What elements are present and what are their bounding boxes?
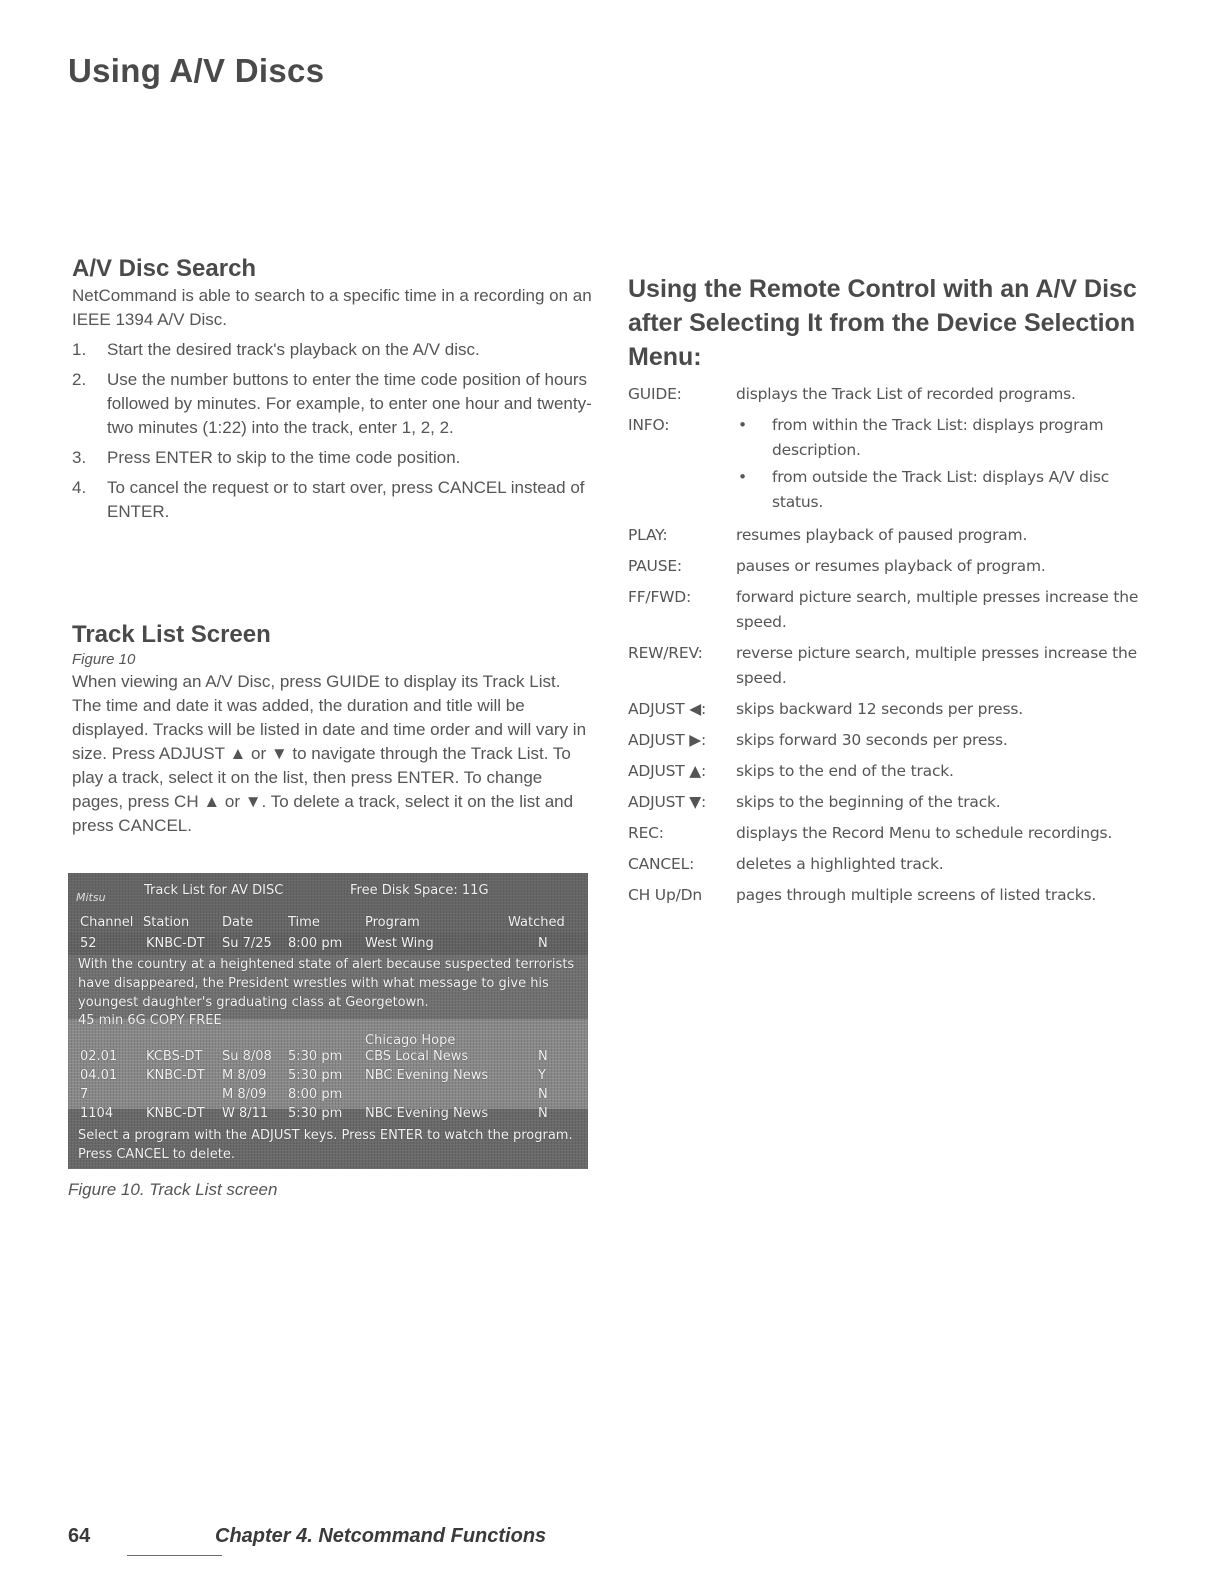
screen-instructions: Select a program with the ADJUST keys. Press ENTER to watch the program. Press CANCEL to delete. (78, 1128, 573, 1162)
track-list-section (72, 620, 592, 838)
track-row-time: 8:00 pm (288, 1087, 343, 1102)
key-row-rec: REC: displays the Record Menu to schedule recordings. (628, 824, 1113, 842)
track-row-program: NBC Evening News (365, 1068, 489, 1083)
col-header-watched: Watched (508, 915, 565, 930)
free-disk-space: Free Disk Space: 11G (350, 883, 489, 898)
track-row-program: CBS Local News (365, 1049, 469, 1064)
extra-program-title: Chicago Hope (365, 1033, 456, 1048)
key-row-cancel: CANCEL: deletes a highlighted track. (628, 855, 944, 873)
av-disc-search-section (72, 254, 592, 530)
selected-row-time: 8:00 pm (288, 936, 343, 951)
track-row-date: M 8/09 (222, 1068, 267, 1083)
page-number: 64 (68, 1525, 91, 1547)
col-header-station: Station (143, 915, 190, 930)
brand-logo: Mitsu (76, 891, 106, 904)
col-header-program: Program (365, 915, 420, 930)
key-row-info: INFO: • from within the Track List: displays program description. • from outside the Track List: displays A/V disc status. (628, 413, 1158, 517)
col-header-channel: Channel (80, 915, 134, 930)
selected-row-watched: N (538, 936, 548, 951)
track-row-time: 5:30 pm (288, 1049, 343, 1064)
track-row-date: W 8/11 (222, 1106, 269, 1121)
key-row-ch-up-dn: CH Up/Dn pages through multiple screens of listed tracks. (628, 886, 1097, 904)
track-row-watched: N (538, 1087, 548, 1102)
track-list-body: When viewing an A/V Disc, press GUIDE to display its Track List. The time and date it was added, the duration and title will be displayed. Tracks will be listed in date and time order and will vary in size. Press ADJUST ▲ or ▼ to navigate through the Track List. To play a track, select it on the list, then press ENTER. To change pages, press CH ▲ or ▼. To delete a track, select it on the list and press CANCEL. (72, 672, 587, 835)
footer-rule (127, 1555, 222, 1556)
remote-control-section (628, 272, 1158, 914)
search-step: 1. Start the desired track's playback on the A/V disc. (72, 340, 480, 359)
selected-row-date: Su 7/25 (222, 936, 272, 951)
info-bullet: • from within the Track List: displays program description. (738, 416, 1104, 459)
chapter-title: Chapter 4. Netcommand Functions (215, 1525, 547, 1547)
search-steps-list (72, 338, 592, 524)
track-row-channel[interactable]: 02.01 (80, 1049, 118, 1064)
track-list-heading: Track List Screen (72, 621, 271, 648)
key-row-adjust-down: ADJUST ▼: skips to the beginning of the track. (628, 793, 1001, 811)
track-row-watched: Y (538, 1068, 546, 1083)
track-row-channel[interactable]: 1104 (80, 1106, 114, 1121)
remote-key-list (628, 382, 1158, 908)
key-row-guide: GUIDE: displays the Track List of recorded programs. (628, 385, 1076, 403)
track-row-channel[interactable]: 04.01 (80, 1068, 118, 1083)
key-row-play: PLAY: resumes playback of paused program. (628, 526, 1028, 544)
track-row-watched: N (538, 1049, 548, 1064)
search-step: 2. Use the number buttons to enter the time code position of hours followed by minutes. For example, to enter one hour and twenty-two minutes (1:22) into the track, enter 1, 2, 2. (72, 370, 592, 437)
track-row-date: M 8/09 (222, 1087, 267, 1102)
selected-row-program: West Wing (365, 936, 434, 951)
av-disc-search-intro: NetCommand is able to search to a specific time in a recording on an IEEE 1394 A/V Disc. (72, 286, 592, 329)
track-row-time: 5:30 pm (288, 1068, 343, 1083)
info-bullet: • from outside the Track List: displays A/V disc status. (738, 468, 1110, 511)
track-row-station: KNBC-DT (146, 1106, 205, 1121)
remote-control-heading: Using the Remote Control with an A/V Disc after Selecting It from the Device Selection Menu: (628, 275, 1137, 371)
track-list-screen-figure (68, 873, 588, 1169)
key-row-ff-fwd: FF/FWD: forward picture search, multiple presses increase the speed. (628, 588, 1139, 631)
screen-title: Track List for AV DISC (144, 883, 284, 898)
selected-row-channel[interactable]: 52 (80, 936, 97, 951)
track-row-station: KCBS-DT (146, 1049, 203, 1064)
key-row-pause: PAUSE: pauses or resumes playback of program. (628, 557, 1046, 575)
track-row-channel[interactable]: 7 (80, 1087, 89, 1102)
page-title: Using A/V Discs (68, 52, 325, 89)
selected-row-station: KNBC-DT (146, 936, 205, 951)
track-row-time: 5:30 pm (288, 1106, 343, 1121)
figure-caption: Figure 10. Track List screen (68, 1180, 278, 1199)
key-row-rew-rev: REW/REV: reverse picture search, multiple presses increase the speed. (628, 644, 1138, 687)
search-step: 3. Press ENTER to skip to the time code position. (72, 448, 461, 467)
program-description: With the country at a heightened state of alert because suspected terrorists have disappeared, the President wrestles with what message to give his youngest daughter's graduating class at Georgetown. (78, 957, 575, 1010)
track-row-program: NBC Evening News (365, 1106, 489, 1121)
av-disc-search-heading: A/V Disc Search (72, 255, 257, 282)
key-row-adjust-right: ADJUST ▶: skips forward 30 seconds per press. (628, 731, 1008, 749)
key-row-adjust-left: ADJUST ◀: skips backward 12 seconds per press. (628, 700, 1023, 718)
col-header-date: Date (222, 915, 254, 930)
key-row-adjust-up: ADJUST ▲: skips to the end of the track. (628, 762, 954, 780)
track-row-station: KNBC-DT (146, 1068, 205, 1083)
track-row-date: Su 8/08 (222, 1049, 272, 1064)
program-detail: 45 min 6G COPY FREE (78, 1013, 222, 1028)
col-header-time: Time (288, 915, 320, 930)
search-step: 4. To cancel the request or to start over, press CANCEL instead of ENTER. (72, 478, 585, 521)
figure-reference: Figure 10 (72, 651, 136, 668)
track-row-watched: N (538, 1106, 548, 1121)
